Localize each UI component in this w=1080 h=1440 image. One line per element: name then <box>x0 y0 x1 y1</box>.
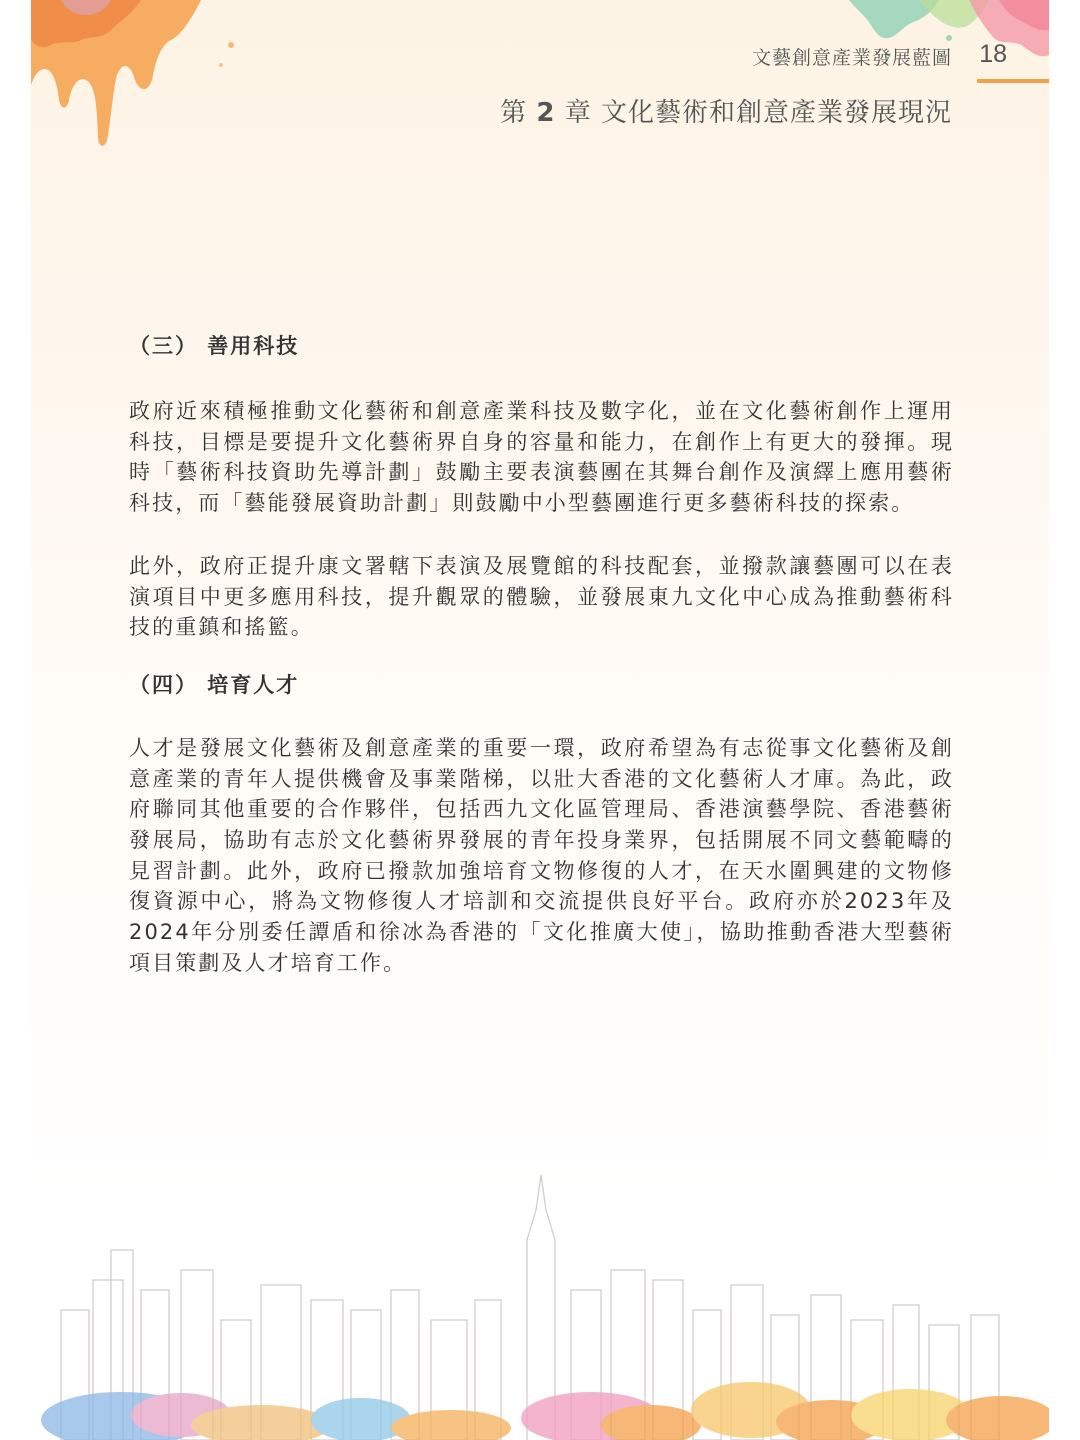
publication-title: 文藝創意產業發展藍圖 <box>751 47 952 69</box>
watercolor-splash-decoration <box>31 0 271 150</box>
chapter-prefix: 第 <box>500 98 528 128</box>
document-page <box>31 0 1049 1440</box>
body-paragraph: 政府近來積極推動文化藝術和創意產業科技及數字化，並在文化藝術創作上運用科技，目標是要提升文化藝術界自身的容量和能力，在創作上有更大的發揮。現時「藝術科技資助先導計劃」鼓勵主要表演藝團在其舞台創作及演繹上應用藝術科技，而「藝能發展資助計劃」則鼓勵中小型藝團進行更多藝術科技的探索。 <box>129 399 954 516</box>
chapter-title: 文化藝術和創意產業發展現況 <box>600 98 952 128</box>
city-skyline-illustration <box>31 1170 1049 1440</box>
chapter-suffix: 章 <box>564 98 592 128</box>
section-heading: （四） 培育人才 <box>129 672 300 697</box>
body-paragraph: 人才是發展文化藝術及創意產業的重要一環，政府希望為有志從事文化藝術及創意產業的青年人提供機會及事業階梯，以壯大香港的文化藝術人才庫。為此，政府聯同其他重要的合作夥伴，包括西九文化區管理局、香港演藝學院、香港藝術發展局，協助有志於文化藝術界發展的青年投身業界，包括開展不同文藝範疇的見習計劃。此外，政府已撥款加強培育文物修復的人才，在天水圍興建的文物修復資源中心，將為文物修復人才培訓和交流提供良好平台。政府亦於2023年及2024年分別委任譚盾和徐冰為香港的「文化推廣大使」，協助推動香港大型藝術項目策劃及人才培育工作。 <box>129 735 954 975</box>
body-paragraph: 此外，政府正提升康文署轄下表演及展覽館的科技配套，並撥款讓藝團可以在表演項目中更多應用科技，提升觀眾的體驗，並發展東九文化中心成為推動藝術科技的重鎮和搖籃。 <box>129 553 954 640</box>
page-number-underline <box>977 79 1049 83</box>
section-heading: （三） 善用科技 <box>129 334 300 358</box>
chapter-heading <box>500 92 952 129</box>
page-number: 18 <box>979 40 1007 68</box>
chapter-number: 2 <box>536 98 556 128</box>
main-content <box>129 328 954 979</box>
